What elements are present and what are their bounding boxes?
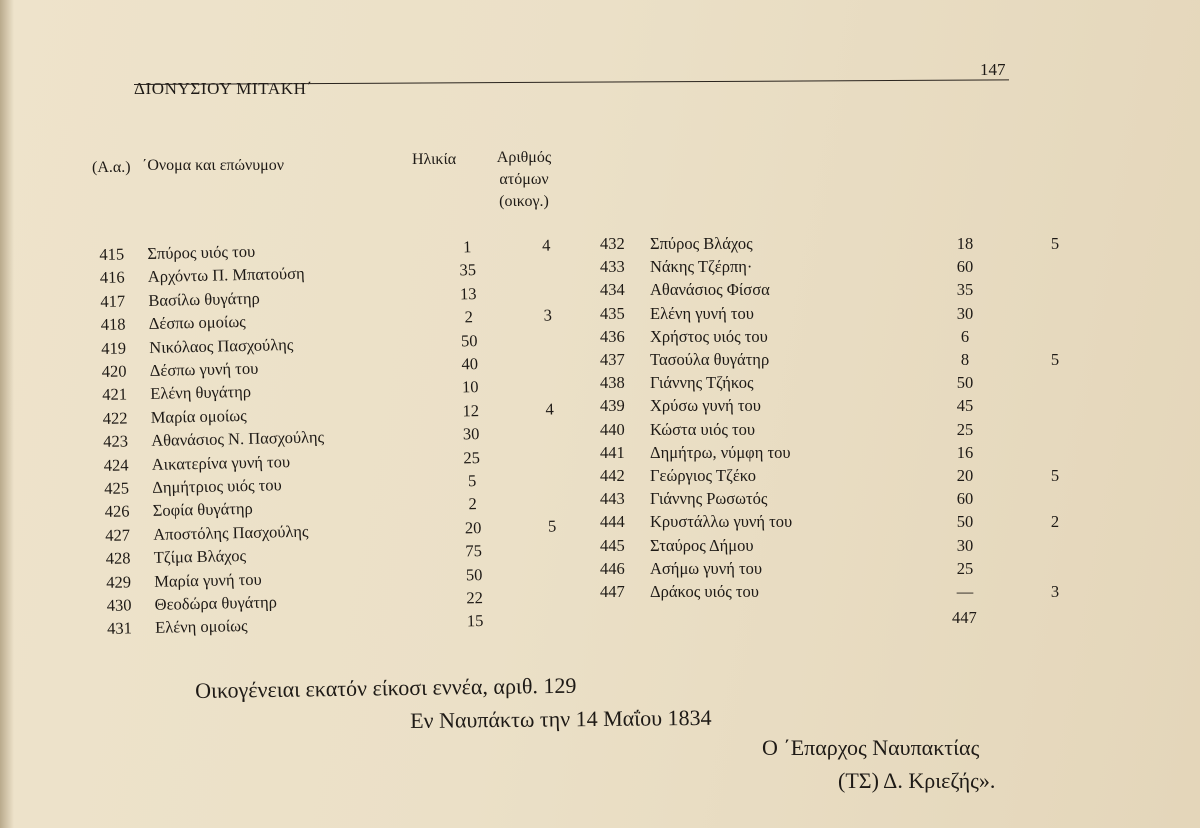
row-number: 417 (100, 291, 126, 311)
row-name: Μαρία γυνή του (154, 569, 262, 591)
row-number: 428 (105, 548, 131, 569)
row-household-count (538, 585, 568, 586)
row-age: 16 (956, 442, 974, 462)
row-household-count (535, 421, 565, 422)
row-name: Σταύρος Δήμου (650, 535, 754, 555)
row-age: 25 (956, 419, 974, 439)
row-age: 8 (960, 350, 970, 369)
row-number: 419 (101, 338, 127, 358)
row-age: 2 (468, 494, 477, 514)
row-number: 435 (600, 303, 625, 323)
row-name: Τασούλα θυγάτηρ (650, 350, 770, 369)
row-name: Σοφία θυγάτηρ (152, 499, 254, 521)
row-household-count: 5 (1050, 350, 1060, 369)
row-name: Σπύρος Βλάχος (650, 234, 753, 253)
row-number: 442 (600, 466, 625, 485)
row-number: 445 (600, 535, 625, 555)
row-name: Γιάννης Τζήκος (650, 373, 754, 393)
row-age: 2 (464, 307, 474, 327)
row-name: Σπύρος υιός του (147, 241, 256, 263)
row-household-count (533, 351, 563, 352)
row-age: 12 (462, 400, 480, 421)
row-number: 433 (600, 257, 625, 277)
row-number: 424 (103, 455, 129, 475)
row-age: 1 (462, 237, 472, 257)
row-name: Νικόλαος Πασχούλης (149, 334, 294, 357)
row-number: 426 (104, 501, 130, 522)
row-household-count (533, 328, 563, 329)
row-age: 35 (956, 280, 974, 300)
row-number: 441 (600, 442, 625, 462)
row-age: 18 (956, 234, 974, 253)
row-household-count (538, 562, 568, 563)
row-name: Γιάννης Ρωσωτός (650, 489, 768, 509)
row-name: Ασήμω γυνή του (650, 558, 762, 578)
row-household-count (535, 445, 565, 446)
total-value: 447 (952, 608, 977, 627)
row-age: 50 (956, 373, 974, 393)
row-number: 415 (99, 244, 125, 264)
row-household-count: 5 (547, 516, 557, 536)
row-name: Δράκος υιός του (650, 582, 759, 601)
page-number: 147 (980, 60, 1006, 79)
row-number: 432 (600, 234, 625, 253)
row-name: Τζίμα Βλάχος (153, 546, 247, 568)
row-age: 45 (956, 396, 974, 416)
row-household-count: 2 (1050, 512, 1060, 532)
row-household-count (537, 538, 567, 539)
row-age: 20 (956, 466, 974, 485)
row-name: Χρήστος υιός του (650, 326, 768, 346)
row-name: Αθανάσιος Ν. Πασχούλης (151, 427, 325, 451)
row-number: 443 (600, 489, 625, 509)
row-number: 420 (101, 361, 127, 381)
row-number: 429 (106, 571, 132, 592)
row-name: Δέσπω ομοίως (148, 312, 246, 334)
row-household-count: 5 (1050, 234, 1060, 253)
column-header-age: Ηλικία (412, 151, 457, 168)
row-age: 50 (956, 512, 974, 532)
row-name: Ελένη θυγάτηρ (150, 382, 252, 404)
row-number: 421 (102, 384, 128, 405)
row-number: 430 (106, 595, 132, 615)
row-household-count (532, 281, 562, 282)
row-name: Ελένη ομοίως (154, 616, 248, 638)
row-age: 30 (956, 303, 974, 323)
row-number: 423 (103, 431, 129, 452)
row-name: Δημήτρω, νύμφη του (650, 442, 791, 462)
row-number: 425 (104, 478, 130, 498)
row-age: 25 (463, 447, 481, 467)
row-number: 446 (600, 558, 625, 578)
row-name: Κρυστάλλω γυνή του (650, 512, 793, 532)
row-number: 447 (600, 582, 625, 601)
row-name: Δέσπω γυνή του (149, 358, 259, 380)
row-age: 60 (956, 489, 974, 509)
row-age: 40 (461, 354, 479, 374)
row-name: Αποστόλης Πασχούλης (153, 521, 309, 544)
column-header-aa: (Α.α.) (92, 159, 131, 176)
row-number: 434 (600, 280, 625, 300)
row-age: 5 (467, 471, 477, 491)
row-household-count (539, 609, 569, 610)
row-household-count: 3 (543, 305, 553, 325)
row-household-count (534, 375, 564, 376)
column-header-count-line2: ατόμων (499, 171, 549, 188)
row-name: Γεώργιος Τζέκο (650, 466, 756, 485)
column-header-count-line3: (οικογ.) (499, 193, 549, 210)
signature: (ΤΣ) Δ. Κριεζής». (838, 768, 996, 793)
row-number: 422 (102, 408, 128, 428)
row-age: 30 (956, 535, 974, 555)
row-household-count: 3 (1050, 582, 1060, 601)
row-name: Αρχόντω Π. Μπατούση (147, 264, 305, 287)
row-age: 25 (956, 558, 974, 578)
row-age: — (956, 582, 974, 601)
column-header-count (486, 147, 562, 213)
place-date: Εν Ναυπάκτω την 14 Μαΐου 1834 (410, 704, 712, 733)
running-head: ΔΙΟΝΥΣΙΟΥ ΜΙΤΑΚΗ΄ (134, 79, 313, 98)
row-household-count (536, 492, 566, 493)
row-number: 427 (105, 525, 131, 545)
row-number: 436 (600, 326, 625, 346)
row-age: 10 (461, 377, 479, 397)
row-name: Αθανάσιος Φίσσα (650, 280, 770, 300)
row-age: 22 (466, 588, 484, 608)
row-age: 75 (465, 541, 483, 561)
row-name: Νάκης Τζέρπη· (650, 257, 753, 277)
row-name: Κώστα υιός του (650, 419, 756, 439)
row-age: 50 (465, 564, 483, 584)
row-household-count (532, 258, 562, 259)
row-household-count: 4 (541, 235, 551, 255)
row-number: 431 (106, 618, 133, 639)
row-number: 439 (600, 396, 625, 416)
column-header-name: ΄Ονομα και επώνυμον (142, 157, 284, 174)
total-count (952, 607, 977, 629)
row-name: Ελένη γυνή του (650, 303, 754, 323)
row-age: 30 (462, 424, 480, 444)
families-summary: Οικογένειαι εκατόν είκοσι εννέα, αριθ. 129 (195, 672, 577, 703)
row-household-count: 5 (1050, 466, 1060, 485)
row-number: 444 (600, 512, 625, 532)
row-household-count (536, 468, 566, 469)
row-name: Χρύσω γυνή του (650, 396, 761, 416)
row-name: Αικατερίνα γυνή του (151, 451, 291, 474)
row-number: 438 (600, 373, 625, 393)
row-age: 20 (464, 517, 482, 538)
row-name: Μαρία ομοίως (150, 405, 247, 427)
row-name: Θεοδώρα θυγάτηρ (154, 592, 278, 614)
row-age: 50 (460, 330, 478, 351)
official-title: Ο ΄Επαρχος Ναυπακτίας (762, 735, 980, 760)
row-age: 6 (960, 326, 970, 346)
column-header-count-line1: Αριθμός (496, 149, 552, 166)
row-age: 13 (459, 283, 477, 304)
row-number: 437 (600, 350, 625, 369)
row-age: 15 (466, 611, 484, 631)
row-number: 416 (99, 267, 125, 288)
row-name: Δημήτριος υιός του (152, 475, 282, 497)
row-age: 60 (956, 257, 974, 277)
page-gutter-shadow (0, 0, 14, 828)
row-number: 440 (600, 419, 625, 439)
row-age: 35 (459, 260, 477, 280)
row-household-count: 4 (545, 399, 555, 419)
row-number: 418 (100, 314, 126, 335)
row-name: Βασίλω θυγάτηρ (148, 288, 260, 310)
